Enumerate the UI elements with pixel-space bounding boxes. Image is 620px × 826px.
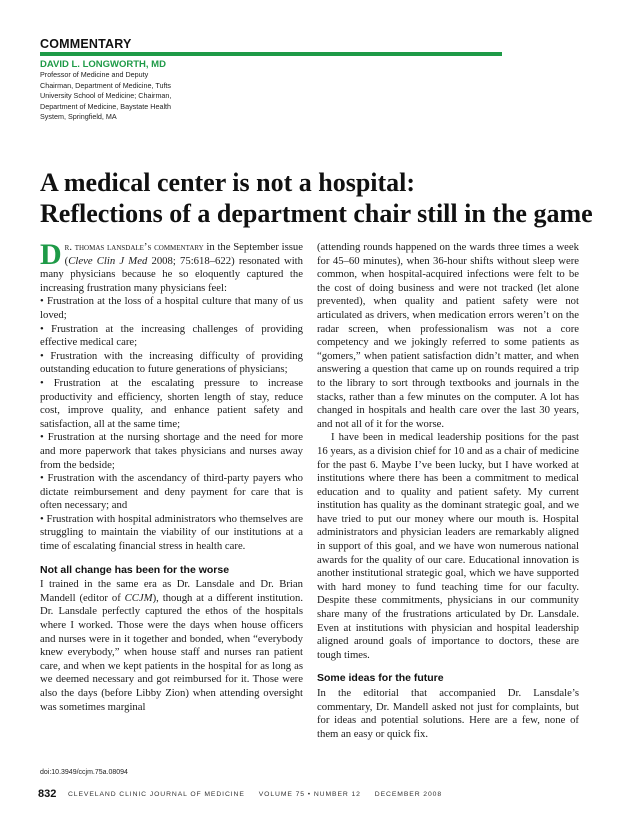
body-paragraph bbox=[40, 578, 303, 714]
subheading-future: Some ideas for the future bbox=[317, 672, 444, 685]
doi-text: doi:10.3949/ccjm.75a.08094 bbox=[40, 769, 128, 776]
title-line-1: A medical center is not a hospital: bbox=[40, 168, 416, 197]
subheading-worse: Not all change has been for the worse bbox=[40, 563, 230, 576]
paragraph-text-a: I trained in the same era as Dr. Lansdale and Dr. Brian Mandell (editor of bbox=[40, 578, 303, 604]
intro-paragraph bbox=[40, 238, 304, 295]
journal-footer: CLEVELAND CLINIC JOURNAL OF MEDICINE VOLUME 75 • NUMBER 12 DECEMBER 2008 bbox=[68, 791, 443, 798]
section-label: COMMENTARY bbox=[40, 37, 132, 51]
drop-cap: D bbox=[40, 238, 62, 271]
bullet-item: • Frustration with the ascendancy of third-party payers who dictate reimbursement and deny payment for care that is often necessary; and bbox=[40, 472, 303, 512]
bullet-item: • Frustration at the increasing challenges of providing effective medical care; bbox=[40, 322, 303, 349]
title-line-2: Reflections of a department chair still in the game bbox=[40, 199, 593, 228]
bullet-item: • Frustration at the escalating pressure to increase productivity and efficiency, shorten length of stay, reduce cost, improve quality, and enhance patient safety and satisfaction, all at the same time; bbox=[40, 376, 303, 430]
intro-text-a: in the September issue ( bbox=[64, 241, 304, 267]
bullet-item: • Frustration with the increasing difficulty of providing outstanding education to future generations of physicians; bbox=[40, 349, 303, 376]
left-column bbox=[40, 238, 304, 714]
paragraph-text-b: ), though at a different institution. Dr. Lansdale perfectly captured the ethos of the hospitals where I worked. Those were the days when house officers and nurses were in it together and bonded, when “everybody knew everybody,” when house staff and nurses ran patient care, and when we kept patients in the hospital for as long as we deemed necessary and got reimbursed for it. Those were also the days (before Libby Zion) when attending oversight was sometimes marginal bbox=[40, 591, 303, 713]
page-number: 832 bbox=[38, 788, 57, 800]
right-column bbox=[317, 241, 579, 741]
paragraph-citation: CCJM bbox=[124, 591, 153, 604]
bullet-item: • Frustration at the nursing shortage and the need for more and more paperwork that takes physicians and nurses away from the bedside; bbox=[40, 431, 303, 471]
body-paragraph: I have been in medical leadership positions for the past 16 years, as a division chief for 10 and as a chair of medicine for the past 6. Maybe I’ve been lucky, but I have worked at institutions where there has been a commitment to medical education and to quality and patient safety. My current institution has quality as the dominant strategic goal, and we have tried to put our money where our mouth is. Hospital administrators and physician leaders are remarkably aligned in support of this goal, and we have won numerous national awards for the quality of our care. Educational innovation is another institutional strategic goal, which we have supported with hard money to fund teaching time for our faculty. Despite these commitments, physicians in our community share many of the frustrations articulated by Dr. Lansdale. Even at institutions with physician and hospital leadership aligned around goals of importance to doctors, these are tough times. bbox=[317, 431, 579, 661]
intro-citation: Cleve Clin J Med bbox=[68, 254, 148, 267]
intro-text-b: 2008; 75:618–622) resonated with many physicians because he so eloquently captured the increasing frustration many physicians feel: bbox=[40, 254, 303, 294]
bullet-item: • Frustration with hospital administrators who themselves are struggling to maintain the viability of our institutions at a time of escalating financial stress in health care. bbox=[40, 512, 303, 553]
author-name: DAVID L. LONGWORTH, MD bbox=[40, 59, 166, 70]
bullet-item: • Frustration at the loss of a hospital culture that many of us loved; bbox=[40, 295, 303, 321]
body-paragraph: (attending rounds happened on the wards three times a week for 45–60 minutes), when 36-hour shifts without sleep were common, when hospital-acquired infections were felt to be the cost of doing business and were not tracked (let alone prevented), when quality and patient safety were not articulated as drivers, when medication errors weren’t on the radar screen, when professionalism was not a core competency and we jokingly referred to some patients as “gomers,” when patient satisfaction didn’t matter, and when answering a question that came up on rounds required a trip to the library to sort through textbooks and journals in the stacks, rather than a few minutes on the computer. A lot has changed in hospitals and health care over the last 30 years, and not all of it for the worse. bbox=[317, 241, 579, 430]
body-paragraph: In the editorial that accompanied Dr. Lansdale’s commentary, Dr. Mandell asked not just for complaints, but for ideas and potential solutions. Here are a few, none of them an easy or quick fix. bbox=[317, 687, 579, 740]
article-title bbox=[40, 167, 600, 229]
author-affiliation: Professor of Medicine and Deputy Chairman, Department of Medicine, Tufts University School of Medicine; Chairman, Department of Medicine, Baystate Health System, Springfield, MA bbox=[40, 70, 172, 121]
intro-smallcaps: r. thomas lansdale’s commentary bbox=[64, 241, 204, 253]
section-rule bbox=[40, 52, 502, 56]
